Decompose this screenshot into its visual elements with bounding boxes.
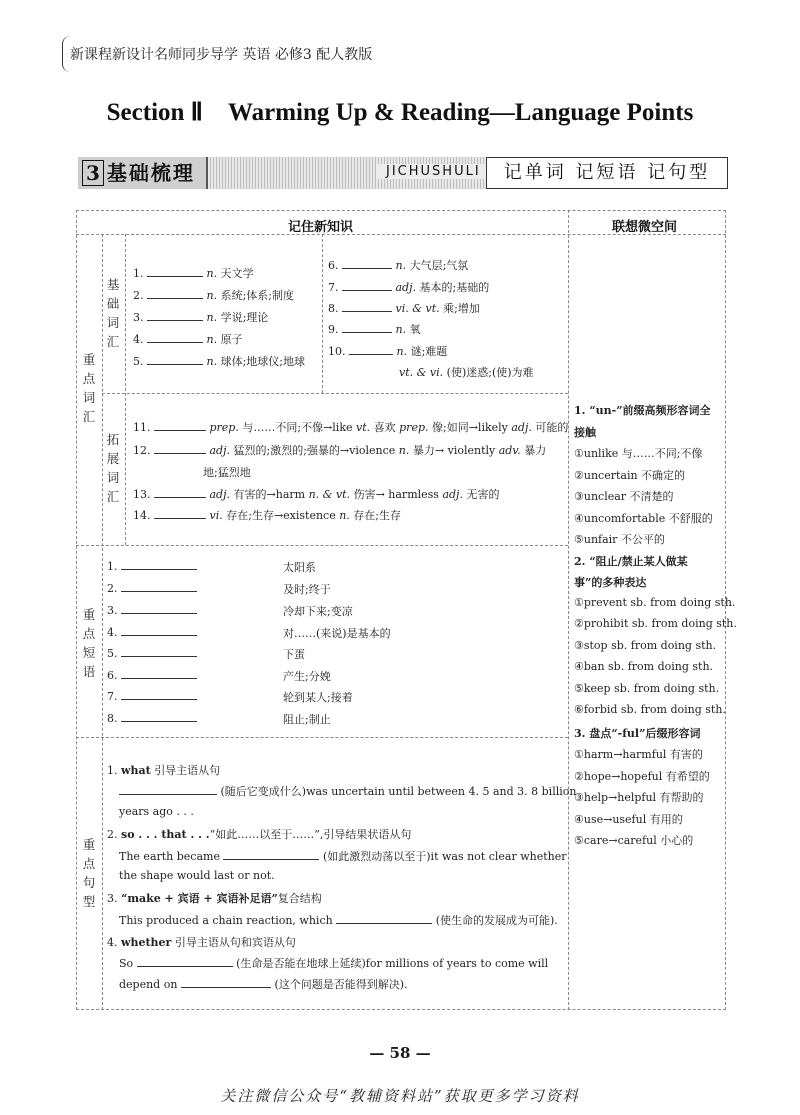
vocab-item-cont: 地;猛烈地: [203, 466, 251, 479]
side-note-line: ③help→helpful 有帮助的: [574, 791, 704, 804]
vocab-item-extra: vt. & vi. (使)迷惑;(使)为难: [399, 366, 534, 379]
side-note-line: ②prohibit sb. from doing sth.: [574, 617, 737, 630]
banner-label: [78, 157, 208, 189]
phrase-item: 4. 对……(来说)是基本的: [107, 626, 391, 640]
vocab-item: 6. n. 大气层;气氛: [328, 259, 469, 272]
vocab-item: 12. adj. 猛烈的;激烈的;强暴的→violence n. 暴力→ violently adv. 暴力: [133, 444, 547, 457]
rule-phrases-sentences: [76, 737, 568, 738]
table-divider-side: [568, 210, 569, 1010]
sentence-head: 1. what 引导主语从句: [107, 764, 221, 777]
vocab-item: 1. n. 天文学: [133, 267, 254, 280]
vocab-item: 9. n. 氧: [328, 323, 421, 336]
vocab-title: 重点词汇: [82, 352, 96, 424]
side-note-line: ④uncomfortable 不舒服的: [574, 511, 713, 525]
sentence-line: (随后它变成什么)was uncertain until between 4. 5 and 3. 8 billion: [119, 783, 576, 799]
side-note-line: 3. 盘点“-ful”后缀形容词: [574, 726, 701, 740]
banner-label-text: 基础梳理: [106, 161, 195, 185]
side-note-line: 接触: [574, 425, 596, 439]
rule-vocab-phrases: [76, 545, 568, 546]
section-banner: [78, 157, 728, 189]
side-note-line: ⑤care→careful 小心的: [574, 834, 694, 847]
vocab-sub-rule: [125, 234, 126, 545]
phrase-item: 5. 下蛋: [107, 647, 305, 661]
banner-number: 3: [82, 160, 104, 186]
side-note-line: 1. “un-”前缀高频形容词全: [574, 404, 711, 417]
side-note-line: ③stop sb. from doing sth.: [574, 638, 717, 652]
ext-vocab-label: 拓展词汇: [106, 432, 120, 504]
sentences-title: 重点句型: [82, 837, 96, 909]
side-note-line: ④use→useful 有用的: [574, 812, 683, 826]
phrase-item: 2. 及时;终于: [107, 582, 331, 596]
side-note-line: ⑥forbid sb. from doing sth.: [574, 703, 726, 716]
phrase-item: 6. 产生;分娩: [107, 669, 331, 683]
sentence-head: 4. whether 引导主语从句和宾语从句: [107, 936, 296, 949]
vocab-item: 13. adj. 有害的→harm n. & vt. 伤害→ harmless adj. 无害的: [133, 488, 500, 501]
sentence-line: The earth became (如此激烈动荡以至于)it was not clear whether: [119, 850, 567, 863]
vocab-item: 4. n. 原子: [133, 333, 243, 346]
sentence-head: 2. so . . . that . . .“如此……以至于……”,引导结果状语从句: [107, 828, 412, 841]
vocab-item: 11. prep. 与……不同;不像→like vt. 喜欢 prep. 像;如同→likely adj. 可能的: [133, 421, 569, 434]
basic-vocab-label: 基础词汇: [106, 277, 120, 349]
vocab-item: 5. n. 球体;地球仪;地球: [133, 355, 306, 368]
side-note-line: ①harm→harmful 有害的: [574, 748, 703, 761]
side-note-line: ①unlike 与……不同;不像: [574, 447, 703, 460]
banner-subtitle: 记单词 记短语 记句型: [486, 157, 728, 189]
vocab-item: 3. n. 学说;理论: [133, 311, 269, 324]
running-header: 新课程新设计名师同步导学 英语 必修3 配人教版: [70, 47, 373, 63]
side-header: 联想微空间: [612, 220, 678, 235]
side-note-line: 事”的多种表达: [574, 576, 647, 589]
side-note-line: ②hope→hopeful 有希望的: [574, 769, 710, 783]
main-header: 记住新知识: [288, 220, 354, 235]
side-note-line: ⑤keep sb. from doing sth.: [574, 681, 720, 695]
side-note-line: 2. “阻止/禁止某人做某: [574, 554, 688, 568]
sentence-line: years ago . . .: [119, 805, 194, 818]
section-title: Section Ⅱ Warming Up & Reading—Language Points: [106, 99, 694, 126]
table-category-rule: [102, 234, 103, 1010]
sentence-line: This produced a chain reaction, which (使生命的发展成为可能).: [119, 914, 558, 927]
side-note-line: ⑤unfair 不公平的: [574, 533, 665, 546]
sentence-line: the shape would last or not.: [119, 869, 275, 882]
footer-note: 关注微信公众号“教辅资料站”获取更多学习资料: [220, 1087, 580, 1105]
phrase-item: 1. 太阳系: [107, 560, 316, 574]
phrase-item: 3. 冷却下来;变凉: [107, 604, 353, 618]
phrase-item: 8. 阻止;制止: [107, 712, 331, 726]
side-note-line: ③unclear 不清楚的: [574, 490, 674, 503]
vocab-item: 10. n. 谜;难题: [328, 345, 448, 358]
side-note-line: ④ban sb. from doing sth.: [574, 660, 714, 673]
banner-pinyin: JICHUSHULI: [376, 164, 491, 179]
side-note-line: ②uncertain 不确定的: [574, 468, 686, 482]
vocab-item: 7. adj. 基本的;基础的: [328, 281, 490, 294]
vocab-item: 2. n. 系统;体系;制度: [133, 289, 295, 302]
side-note-line: ①prevent sb. from doing sth.: [574, 595, 736, 609]
phrase-item: 7. 轮到某人;接着: [107, 690, 353, 704]
page-number: — 58 —: [369, 1044, 431, 1062]
basic-columns-rule: [322, 234, 323, 393]
vocab-item: 14. vi. 存在;生存→existence n. 存在;生存: [133, 509, 402, 522]
vocab-item: 8. vi. & vt. 乘;增加: [328, 302, 480, 315]
rule-basic-ext: [102, 393, 568, 394]
sentence-head: 3. “make + 宾语 + 宾语补足语”复合结构: [107, 892, 322, 905]
sentence-line: depend on (这个问题是否能得到解决).: [119, 978, 408, 991]
phrases-title: 重点短语: [82, 607, 96, 679]
sentence-line: So (生命是否能在地球上延续)for millions of years to come will: [119, 957, 549, 970]
